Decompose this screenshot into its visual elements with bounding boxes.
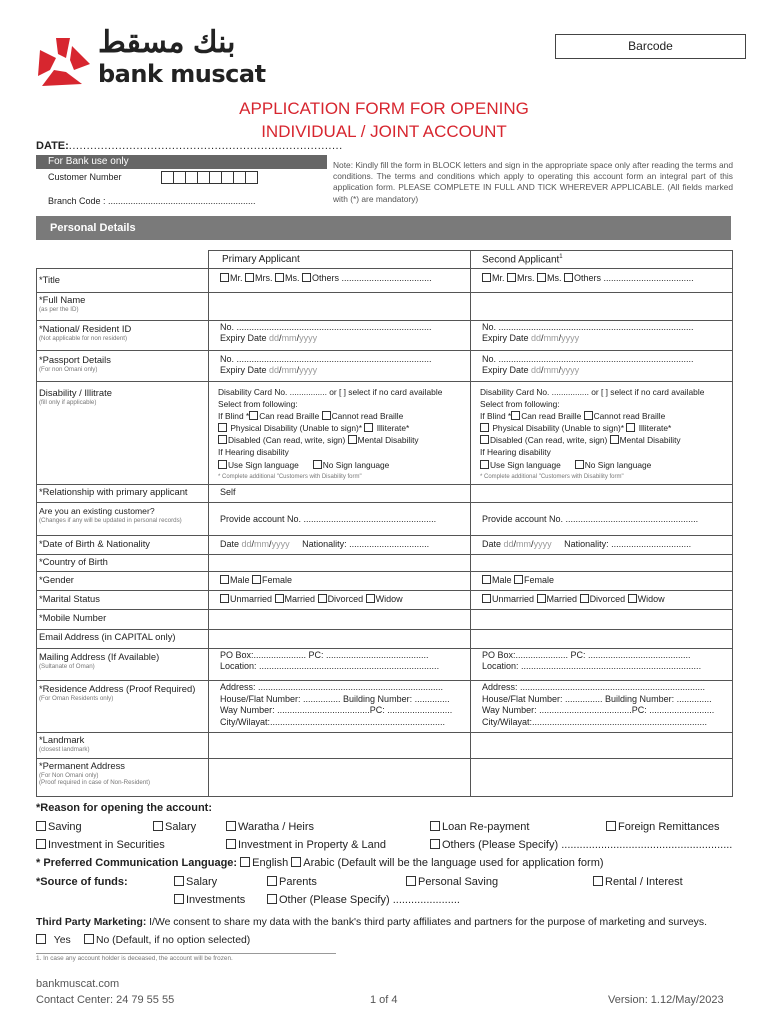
- marital-options[interactable]: [220, 594, 403, 605]
- checkbox-icon[interactable]: [153, 821, 163, 831]
- field-text: yyyy: [561, 365, 580, 376]
- text-label: (as per the ID): [39, 305, 79, 313]
- label-residence-address: [39, 684, 195, 702]
- text-label: Personal Saving: [418, 876, 499, 888]
- checkbox-icon[interactable]: [348, 435, 357, 444]
- field-text: If Hearing disability: [218, 447, 289, 458]
- text-label: Foreign Remittances: [618, 821, 720, 833]
- checkbox-icon[interactable]: [240, 857, 250, 867]
- checkbox-icon[interactable]: [275, 273, 284, 282]
- checkbox-icon[interactable]: [406, 876, 416, 886]
- field-text: Male: [230, 575, 250, 585]
- checkbox-icon[interactable]: [36, 839, 46, 849]
- title-options[interactable]: [482, 273, 694, 284]
- field-text: mm: [254, 539, 270, 549]
- text-label: *Landmark: [39, 734, 85, 745]
- field-text: Female: [262, 575, 293, 585]
- primary-applicant-header: Primary Applicant: [222, 254, 300, 265]
- text-label: Investment in Securities: [48, 839, 165, 851]
- field-text: Ms.: [547, 273, 562, 283]
- field-text: No Sign language: [322, 459, 390, 470]
- field-text: Others ....................................: [574, 273, 694, 283]
- language-arabic: Arabic: [303, 857, 335, 869]
- residence-address-fields[interactable]: [220, 682, 452, 728]
- reason-waratha-option[interactable]: [226, 821, 314, 833]
- text-label: Loan Re-payment: [442, 821, 530, 833]
- checkbox-icon[interactable]: [220, 575, 229, 584]
- checkbox-icon[interactable]: [366, 594, 375, 603]
- language-heading: * Preferred Communication Language:: [36, 857, 238, 869]
- field-text: /: [269, 539, 272, 549]
- reason-others-option[interactable]: [430, 839, 732, 851]
- field-text: /: [531, 539, 534, 549]
- checkbox-icon[interactable]: [511, 411, 520, 420]
- text-label: *Full Name: [39, 294, 86, 305]
- text-label: (Proof required in case of Non-Resident): [39, 779, 151, 787]
- disability-fields[interactable]: [218, 386, 442, 483]
- text-label: (For non Omani only): [39, 365, 98, 373]
- field-text: Date: [220, 539, 242, 549]
- text-label: (closest landmark): [39, 745, 90, 753]
- checkbox-icon[interactable]: [174, 876, 184, 886]
- field-text: Can read Braille: [259, 411, 320, 422]
- bank-muscat-logo-icon: [36, 36, 94, 88]
- funds-heading: [36, 876, 128, 888]
- checkbox-icon[interactable]: [267, 894, 277, 904]
- field-text: /: [251, 539, 255, 549]
- text-label: Rental / Interest: [605, 876, 683, 888]
- logo-english-text: bank muscat: [98, 60, 266, 88]
- field-text: dd: [269, 365, 280, 376]
- reason-investment-property-option[interactable]: [226, 839, 386, 851]
- field-text: Ms.: [285, 273, 300, 283]
- text-label: *Reason for opening the account:: [36, 802, 213, 814]
- checkbox-icon[interactable]: [482, 594, 491, 603]
- field-text: Use Sign language: [490, 459, 561, 470]
- label-landmark: [39, 735, 90, 753]
- form-title-line-2: INDIVIDUAL / JOINT ACCOUNT: [261, 122, 507, 141]
- checkbox-icon[interactable]: [226, 821, 236, 831]
- form-title-line-1: APPLICATION FORM FOR OPENING: [239, 99, 529, 118]
- language-default-note: (Default will be the language used for application form): [337, 857, 604, 869]
- field-text: Unmarried: [230, 594, 273, 604]
- field-text: Location: ........................................................................: [220, 661, 440, 672]
- checkbox-icon[interactable]: [318, 594, 327, 603]
- field-text: City/Wilayat:......................................................................: [220, 716, 446, 727]
- field-text: dd: [531, 333, 542, 344]
- checkbox-icon[interactable]: [249, 411, 258, 420]
- field-text: Cannot read Braille: [331, 411, 404, 422]
- checkbox-icon[interactable]: [537, 273, 546, 282]
- field-text: Physical Disability (Unable to sign)*: [230, 423, 363, 434]
- date-dots: .............................................................................: [68, 140, 343, 152]
- checkbox-icon[interactable]: [480, 435, 489, 444]
- field-text: * Complete additional "Customers with Disability form": [480, 473, 624, 480]
- text-label: Parents: [279, 876, 317, 888]
- field-text: yyyy: [299, 365, 318, 376]
- field-text: House/Flat Number: ............... Building Number: ..............: [220, 693, 450, 704]
- field-text: Expiry Date: [482, 333, 532, 344]
- field-text: Nationality: ................................: [302, 539, 430, 549]
- field-text: Address: ..........................................................................: [482, 682, 706, 692]
- field-text: Mrs.: [255, 273, 273, 283]
- field-text: /: [296, 333, 300, 344]
- text-label: *Source of funds:: [36, 876, 128, 888]
- relationship-self: Self: [220, 487, 236, 497]
- footer-website: bankmuscat.com: [36, 978, 120, 990]
- text-label: *Residence Address (Proof Required): [39, 683, 196, 694]
- funds-personal-saving-option[interactable]: [406, 876, 498, 888]
- field-text: Male: [492, 575, 512, 585]
- field-text: Disability Card No. ................ or [ ] select if no card available: [480, 387, 705, 397]
- field-text: Disability Card No. ................ or [ ] select if no card available: [218, 387, 443, 397]
- field-text: Disabled (Can read, write, sign): [490, 435, 608, 446]
- text-label: Disability / Illitrate: [39, 387, 112, 398]
- checkbox-icon[interactable]: [218, 460, 227, 469]
- marketing-text: I/We consent to share my data with the bank's third party affiliates and partners for the purpose of marketing and surveys.: [149, 917, 707, 928]
- field-text: dd: [269, 333, 280, 344]
- third-party-marketing: [36, 917, 707, 928]
- field-text: /: [279, 333, 282, 344]
- checkbox-icon[interactable]: [537, 594, 546, 603]
- existing-account-field[interactable]: [220, 514, 436, 525]
- text-label: Are you an existing customer?: [39, 506, 155, 516]
- checkbox-icon[interactable]: [364, 423, 373, 432]
- checkbox-icon[interactable]: [584, 411, 593, 420]
- field-text: City/Wilayat:......................................................................: [482, 716, 708, 727]
- field-text: /: [513, 539, 517, 549]
- checkbox-icon[interactable]: [322, 411, 331, 420]
- national-id-fields[interactable]: [482, 322, 694, 345]
- checkbox-icon[interactable]: [36, 821, 46, 831]
- funds-salary-option[interactable]: [174, 876, 217, 888]
- footnote-divider: [36, 953, 336, 954]
- second-applicant-header: [482, 254, 563, 265]
- field-text: No Sign language: [584, 459, 652, 470]
- funds-rental-option[interactable]: [593, 876, 683, 888]
- text-label: No (Default, if no option selected): [96, 935, 251, 946]
- text-label: (Changes if any will be updated in personal records): [39, 516, 182, 524]
- disability-fields[interactable]: [480, 386, 704, 483]
- text-label: Investment in Property & Land: [238, 839, 386, 851]
- customer-number-label: Customer Number: [48, 172, 122, 182]
- checkbox-icon[interactable]: [275, 594, 284, 603]
- customer-number-boxes[interactable]: [161, 171, 257, 184]
- dob-nationality-fields[interactable]: [482, 539, 691, 550]
- checkbox-icon[interactable]: [36, 934, 46, 944]
- field-text: PO Box:..................... PC: .........................................: [220, 650, 429, 660]
- field-text: Others ....................................: [312, 273, 432, 283]
- gender-options[interactable]: [220, 575, 292, 586]
- reason-salary-option[interactable]: [153, 821, 196, 833]
- field-text: Illiterate*: [638, 423, 672, 434]
- text-label: (Not applicable for non resident): [39, 334, 128, 342]
- checkbox-icon[interactable]: [174, 894, 184, 904]
- field-text: No. ..............................................................................: [482, 354, 694, 364]
- field-text: Divorced: [589, 594, 626, 604]
- reason-saving-option[interactable]: [36, 821, 82, 833]
- gender-options[interactable]: [482, 575, 554, 586]
- field-text: Female: [524, 575, 555, 585]
- reason-heading: [36, 802, 212, 814]
- field-text: Disabled (Can read, write, sign): [228, 435, 346, 446]
- field-text: Address: ..........................................................................: [220, 682, 444, 692]
- label-gender: *Gender: [39, 574, 74, 585]
- personal-details-section-header: Personal Details: [36, 216, 731, 240]
- checkbox-icon[interactable]: [245, 273, 254, 282]
- field-text: /: [558, 365, 562, 376]
- checkbox-icon[interactable]: [580, 594, 589, 603]
- field-text: Mental Disability: [357, 435, 419, 446]
- checkbox-icon[interactable]: [313, 460, 322, 469]
- text-label: *National/ Resident ID: [39, 323, 132, 334]
- bank-use-heading: For Bank use only: [36, 155, 327, 169]
- text-label: Other (Please Specify) ......................: [279, 894, 460, 906]
- passport-fields[interactable]: [482, 354, 694, 377]
- field-text: yyyy: [561, 333, 580, 344]
- field-text: /: [296, 365, 300, 376]
- field-text: PO Box:..................... PC: .........................................: [482, 650, 691, 660]
- field-text: Widow: [375, 594, 403, 604]
- field-text: Married: [546, 594, 578, 604]
- field-text: Unmarried: [492, 594, 535, 604]
- field-text: Cannot read Braille: [593, 411, 666, 422]
- text-label: (Sultanate of Oman): [39, 662, 95, 670]
- field-text: dd: [241, 539, 252, 549]
- checkbox-icon[interactable]: [302, 273, 311, 282]
- reason-investment-securities-option[interactable]: [36, 839, 165, 851]
- checkbox-icon[interactable]: [291, 857, 301, 867]
- funds-parents-option[interactable]: [267, 876, 317, 888]
- label-mobile-number: *Mobile Number: [39, 612, 107, 623]
- marketing-no-option[interactable]: [84, 934, 250, 946]
- checkbox-icon[interactable]: [482, 273, 491, 282]
- field-text: mm: [281, 333, 297, 344]
- field-text: yyyy: [271, 539, 290, 549]
- field-text: /: [541, 333, 544, 344]
- field-text: Mental Disability: [619, 435, 681, 446]
- field-text: No. ..............................................................................: [220, 354, 432, 364]
- text-label: Salary: [186, 876, 218, 888]
- field-text: mm: [543, 365, 559, 376]
- checkbox-icon[interactable]: [575, 460, 584, 469]
- existing-account-field[interactable]: [482, 514, 698, 525]
- checkbox-icon[interactable]: [84, 934, 94, 944]
- checkbox-icon[interactable]: [220, 273, 229, 282]
- field-text: mm: [516, 539, 532, 549]
- text-label: *Permanent Address: [39, 760, 125, 771]
- instructions-note: Note: Kindly fill the form in BLOCK letters and sign in the appropriate space only after reading the terms and conditions. The terms and conditions which apply to operating this account form an integral part of this application form. PLEASE COMPLETE IN FULL AND TICK WHEREVER APPLICABLE. (All fields marked with (*) are mandatory): [333, 160, 733, 204]
- field-text: If Blind *: [218, 411, 250, 422]
- checkbox-icon[interactable]: [480, 423, 489, 432]
- language-english: English: [252, 857, 289, 869]
- checkbox-icon[interactable]: [626, 423, 635, 432]
- field-text: dd: [531, 365, 542, 376]
- field-text: Date: [482, 539, 504, 549]
- label-email: Email Address (in CAPITAL only): [39, 631, 176, 642]
- text-label: (For Oman Residents only): [39, 694, 114, 702]
- funds-investments-option[interactable]: [174, 894, 245, 906]
- label-marital-status: *Marital Status: [39, 593, 100, 604]
- field-text: mm: [543, 333, 559, 344]
- marketing-heading: Third Party Marketing:: [36, 917, 147, 928]
- label-relationship: *Relationship with primary applicant: [39, 486, 188, 497]
- text-label: Saving: [48, 821, 82, 833]
- field-text: Provide account No. .....................................................: [220, 514, 437, 524]
- label-national-id: [39, 324, 131, 342]
- residence-address-fields[interactable]: [482, 682, 714, 728]
- label-country-of-birth: *Country of Birth: [39, 556, 108, 567]
- label-title: *Title: [39, 274, 61, 285]
- checkbox-icon[interactable]: [218, 423, 227, 432]
- text-label: (For Non Omani only): [39, 771, 99, 779]
- national-id-fields[interactable]: [220, 322, 432, 345]
- checkbox-icon[interactable]: [430, 839, 440, 849]
- checkbox-icon[interactable]: [610, 435, 619, 444]
- checkbox-icon[interactable]: [218, 435, 227, 444]
- field-text: Divorced: [327, 594, 364, 604]
- footnote: 1. In case any account holder is deceased, the account will be frozen.: [36, 955, 233, 962]
- text-label: Salary: [165, 821, 197, 833]
- mailing-address-fields[interactable]: [482, 650, 701, 673]
- field-text: Illiterate*: [376, 423, 410, 434]
- funds-other-option[interactable]: [267, 894, 460, 906]
- checkbox-icon[interactable]: [430, 821, 440, 831]
- checkbox-icon[interactable]: [606, 821, 616, 831]
- checkbox-icon[interactable]: [267, 876, 277, 886]
- field-text: Way Number: .....................................PC: ..........................: [220, 705, 453, 716]
- text-label: Waratha / Heirs: [238, 821, 315, 833]
- date-field[interactable]: [36, 140, 343, 152]
- label-disability: [39, 388, 112, 406]
- second-applicant-footnote-mark: 1: [559, 254, 563, 260]
- language-row: [36, 857, 604, 869]
- field-text: Expiry Date: [482, 365, 532, 376]
- text-label: Investments: [186, 894, 246, 906]
- field-text: Provide account No. .....................................................: [482, 514, 699, 524]
- field-text: House/Flat Number: ............... Building Number: ..............: [482, 693, 712, 704]
- footer-version: Version: 1.12/May/2023: [608, 994, 724, 1006]
- field-text: /: [279, 365, 282, 376]
- footer-contact: Contact Center: 24 79 55 55: [36, 994, 175, 1006]
- field-text: /: [541, 365, 544, 376]
- field-text: Mr.: [230, 273, 243, 283]
- checkbox-icon[interactable]: [220, 594, 229, 603]
- checkbox-icon[interactable]: [564, 273, 573, 282]
- field-text: Married: [284, 594, 316, 604]
- field-text: yyyy: [299, 333, 318, 344]
- checkbox-icon[interactable]: [482, 575, 491, 584]
- field-text: Way Number: .....................................PC: ..........................: [482, 705, 715, 716]
- checkbox-icon[interactable]: [480, 460, 489, 469]
- logo-arabic-text: بنك مسقط: [98, 26, 236, 59]
- field-text: yyyy: [533, 539, 552, 549]
- text-label: (fill only if applicable): [39, 398, 97, 406]
- field-text: * Complete additional "Customers with Disability form": [218, 473, 362, 480]
- text-label: Others (Please Specify) ........................................................: [442, 839, 733, 851]
- label-permanent-address: [39, 761, 150, 787]
- reason-loan-option[interactable]: [430, 821, 529, 833]
- field-text: Mr.: [492, 273, 505, 283]
- bank-use-box: [36, 155, 327, 211]
- field-text: No. ..............................................................................: [220, 322, 432, 332]
- label-full-name: [39, 295, 85, 313]
- field-text: dd: [503, 539, 514, 549]
- field-text: If Blind *: [480, 411, 512, 422]
- field-text: Physical Disability (Unable to sign)*: [492, 423, 625, 434]
- checkbox-icon[interactable]: [507, 273, 516, 282]
- title-options[interactable]: [220, 273, 432, 284]
- field-text: Expiry Date: [220, 365, 270, 376]
- label-passport: [39, 355, 111, 373]
- barcode-box: Barcode: [555, 34, 746, 59]
- label-dob-nationality: *Date of Birth & Nationality: [39, 538, 150, 549]
- branch-code-field[interactable]: Branch Code : ...........................................................: [48, 196, 256, 206]
- field-text: Mrs.: [517, 273, 535, 283]
- checkbox-icon[interactable]: [514, 575, 523, 584]
- text-label: Yes: [53, 935, 71, 946]
- text-label: Mailing Address (If Available): [39, 651, 160, 662]
- mailing-address-fields[interactable]: [220, 650, 439, 673]
- field-text: If Hearing disability: [480, 447, 551, 458]
- personal-details-table: [36, 250, 733, 797]
- checkbox-icon[interactable]: [226, 839, 236, 849]
- marital-options[interactable]: [482, 594, 665, 605]
- second-applicant-label: Second Applicant: [482, 254, 560, 266]
- passport-fields[interactable]: [220, 354, 432, 377]
- checkbox-icon[interactable]: [628, 594, 637, 603]
- field-text: mm: [281, 365, 297, 376]
- footer-page-number: 1 of 4: [370, 994, 398, 1006]
- checkbox-icon[interactable]: [252, 575, 261, 584]
- date-label: DATE:: [36, 140, 69, 152]
- field-text: Select from following:: [218, 399, 298, 410]
- field-text: Expiry Date: [220, 333, 270, 344]
- field-text: Can read Braille: [521, 411, 582, 422]
- field-text: /: [558, 333, 562, 344]
- text-label: *Passport Details: [39, 354, 111, 365]
- field-text: Select from following:: [480, 399, 560, 410]
- marketing-yes-option[interactable]: [36, 934, 71, 946]
- label-mailing-address: [39, 652, 159, 670]
- field-text: Use Sign language: [228, 459, 299, 470]
- field-text: Nationality: ................................: [564, 539, 692, 549]
- field-text: No. ..............................................................................: [482, 322, 694, 332]
- field-text: Widow: [637, 594, 665, 604]
- dob-nationality-fields[interactable]: [220, 539, 429, 550]
- reason-foreign-option[interactable]: [606, 821, 720, 833]
- checkbox-icon[interactable]: [593, 876, 603, 886]
- label-existing-customer: [39, 507, 182, 524]
- field-text: Location: ........................................................................: [482, 661, 702, 672]
